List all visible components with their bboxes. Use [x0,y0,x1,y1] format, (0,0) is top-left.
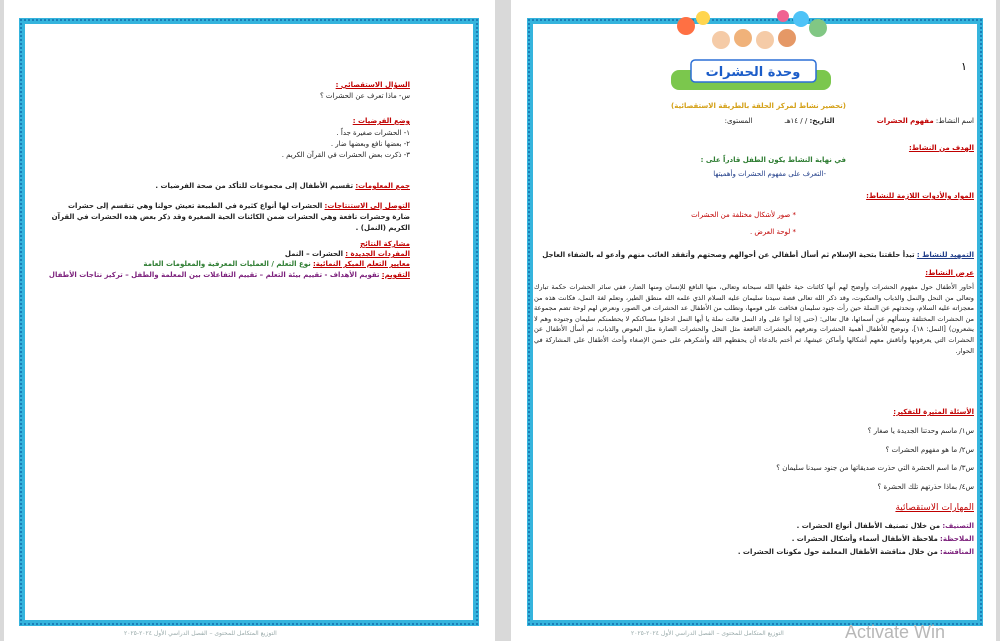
skills-heading: المهارات الاستقصائية [895,503,974,513]
conclusions-label: التوصل إلى الاستنتاجات: [324,202,410,210]
document-page-right [511,0,996,641]
question-item: س١/ ماسم وحدتنا الجديدة يا صغار ؟ [867,427,974,435]
standards-line [143,259,410,269]
intro-label: التمهيد للنشاط : [916,251,974,259]
intro-text: تبدأ حلقتنا بتحية الإسلام ثم أسأل أطفالي عن أحوالهم وصحتهم وأتفقد الغائب منهم وأدعو له بالشفاء العاجل [542,251,915,259]
skill-label: المناقشة: [940,548,974,556]
conclusions-paragraph [50,201,410,234]
vocabulary-text: الحشرات – النمل [284,250,344,258]
unit-banner-image [661,10,841,98]
tool-item: * لوحة العرض . [749,228,796,236]
goal-heading: الهدف من النشاط: [908,144,974,152]
inquiry-question-text: س- ماذا تعرف عن الحشرات ؟ [319,92,410,100]
skill-label: الملاحظة: [940,535,974,543]
standards-text: نوع التعلم / العمليات المعرفية والمعلومات العامة [143,260,311,268]
evaluation-line [49,270,410,280]
activity-name-value: مفهوم الحشرات [876,117,934,125]
activity-subtitle: (تحضير نشاط لمركز الحلقة بالطريقة الاستقصائية) [671,102,846,110]
child-figure [734,29,752,47]
standards-label: معايير التعلم المبكر النمائية: [313,260,410,268]
question-item: س٤/ بماذا حذرتهم تلك الحشرة ؟ [877,483,974,491]
skill-text: ملاحظة الأطفال أسماء وأشكال الحشرات . [791,535,938,543]
hypothesis-item: ٣- ذكرت بعض الحشرات في القرآن الكريم . [281,151,410,159]
activation-watermark: Activate Win [845,622,946,641]
page-footer: التوزيع المتكامل للمحتوى – الفصل الدراسي الأول ٢٠٢٤-٢٠٢٥ [631,630,784,637]
hypothesis-item: ١- الحشرات صغيرة جداً . [336,129,410,137]
intro-line [534,250,974,260]
question-item: س٣/ ما اسم الحشرة التي حذرت صديقاتها من جنود سيدنا سليمان ؟ [776,464,974,472]
balloon-shape [809,19,827,37]
skill-text: من خلال تصنيف الأطفال أنواع الحشرات . [796,522,941,530]
hypotheses-heading: وضع الفرضيات : [352,117,410,125]
skill-item [792,534,974,544]
inquiry-question-heading: السؤال الاستقصائي : [335,81,410,89]
page-number: ١ [961,60,967,73]
collect-info-label: جمع المعلومات: [355,182,410,190]
child-figure [756,31,774,49]
child-figure [712,31,730,49]
activity-header-row [544,116,974,126]
skill-item [738,547,974,557]
vocabulary-label: المفردات الجديدة : [345,250,410,258]
presentation-heading: عرض النشاط: [925,269,974,277]
collect-info-text: تقسيم الأطفال إلى مجموعات للتأكد من صحة الفرضيات . [155,182,354,190]
balloon-shape [696,11,710,25]
activity-name-label: اسم النشاط: [935,117,974,125]
conclusions-text: الحشرات لها أنواع كثيرة في الطبيعة تعيش حولنا وهي تنقسم إلى حشرات ضارة وحشرات نافعة وهي الحشرات ضمن الكائنات الحية الصغيرة وقد ذكر بعض هذه الحشرات في القرآن الكريم (النمل) . [51,202,410,232]
tool-item: * صور لأشكال مختلفة من الحشرات [691,211,796,219]
collect-info-line [80,181,410,191]
date-label: التاريخ: [809,117,835,125]
presentation-paragraph: أحاور الأطفال حول مفهوم الحشرات وأوضح لهم أنها كائنات حية خلقها الله سبحانه وتعالى، منها النافع للإنسان ومنها الضار، ففي سائر الحشرات حكمة تبارك وتعالى من النحل والنمل والذباب والعنكبوت، وقد ذكر الله تعالى قصة سيدنا سليمان عليه السلام الذي علمه الله منطق الطير، وتعلم لغة النمل، فكانت هذه من معجزاته عليه السلام، ونحدثهم عن النملة حين رأت جنود سليمان فخافت على قومها، ونطلب من الأطفال عد الحشرات في الصور، ونعرض لهم لوحة تضم مجموعة من الحشرات المختلفة ونسألهم عن أسمائها، قال تعالى: (حتى إذا أتوا على واد النمل قالت نملة يا أيها النمل ادخلوا مساكنكم لا يحطمنكم سليمان وجنوده وهم لا يشعرون) [النمل: ١٨]، ونوضح للأطفال أهمية الحشرات ونعرفهم بالحشرات النافعة مثل النحل والحشرات الضارة مثل البعوض والذباب، ثم أسأل الأطفال عن الحشرات التي يعرفونها وأناقش معهم أشكالها وأماكن عيشها، ثم أختم بالدعاء أن يحفظهم الله وأشكرهم على حسن الإصغاء وأحث الأطفال على المشاركة في الحوار. [534,283,974,355]
questions-heading: الأسئلة المثيرة للتفكير: [893,408,974,416]
decorative-border [19,18,479,626]
share-results-heading: مشاركة النتائج [360,240,410,248]
level-label: المستوى: [724,117,753,125]
document-page-left [4,0,495,641]
date-value: / / ١٤هـ [784,117,808,125]
goal-item: -التعرف على مفهوم الحشرات وأهميتها [713,170,826,178]
evaluation-label: التقويم: [381,271,410,279]
tools-heading: المواد والأدوات اللازمة للنشاط: [866,192,974,200]
balloon-shape [677,17,695,35]
vocabulary-line [285,249,410,259]
banner-title: وحدة الحشرات [705,65,801,80]
hypothesis-item: ٢- بعضها نافع وبعضها ضار . [330,140,410,148]
skill-item [797,521,974,531]
goal-intro: في نهاية النشاط يكون الطفل قادراً على : [700,156,846,164]
child-figure [778,29,796,47]
balloon-shape [777,10,789,22]
skill-text: من خلال مناقشة الأطفال المعلمة حول مكونات الحشرات . [737,548,938,556]
page-footer: التوزيع المتكامل للمحتوى – الفصل الدراسي الأول ٢٠٢٤-٢٠٢٥ [124,630,277,637]
evaluation-text: تقويم الأهداف - تقييم بيئة التعلم – تقييم التفاعلات بين المعلمة والطفل – تركيز نتاجات الأطفال [48,271,380,279]
balloon-shape [793,11,809,27]
skill-label: التصنيف: [942,522,974,530]
question-item: س٢/ ما هو مفهوم الحشرات ؟ [885,446,974,454]
